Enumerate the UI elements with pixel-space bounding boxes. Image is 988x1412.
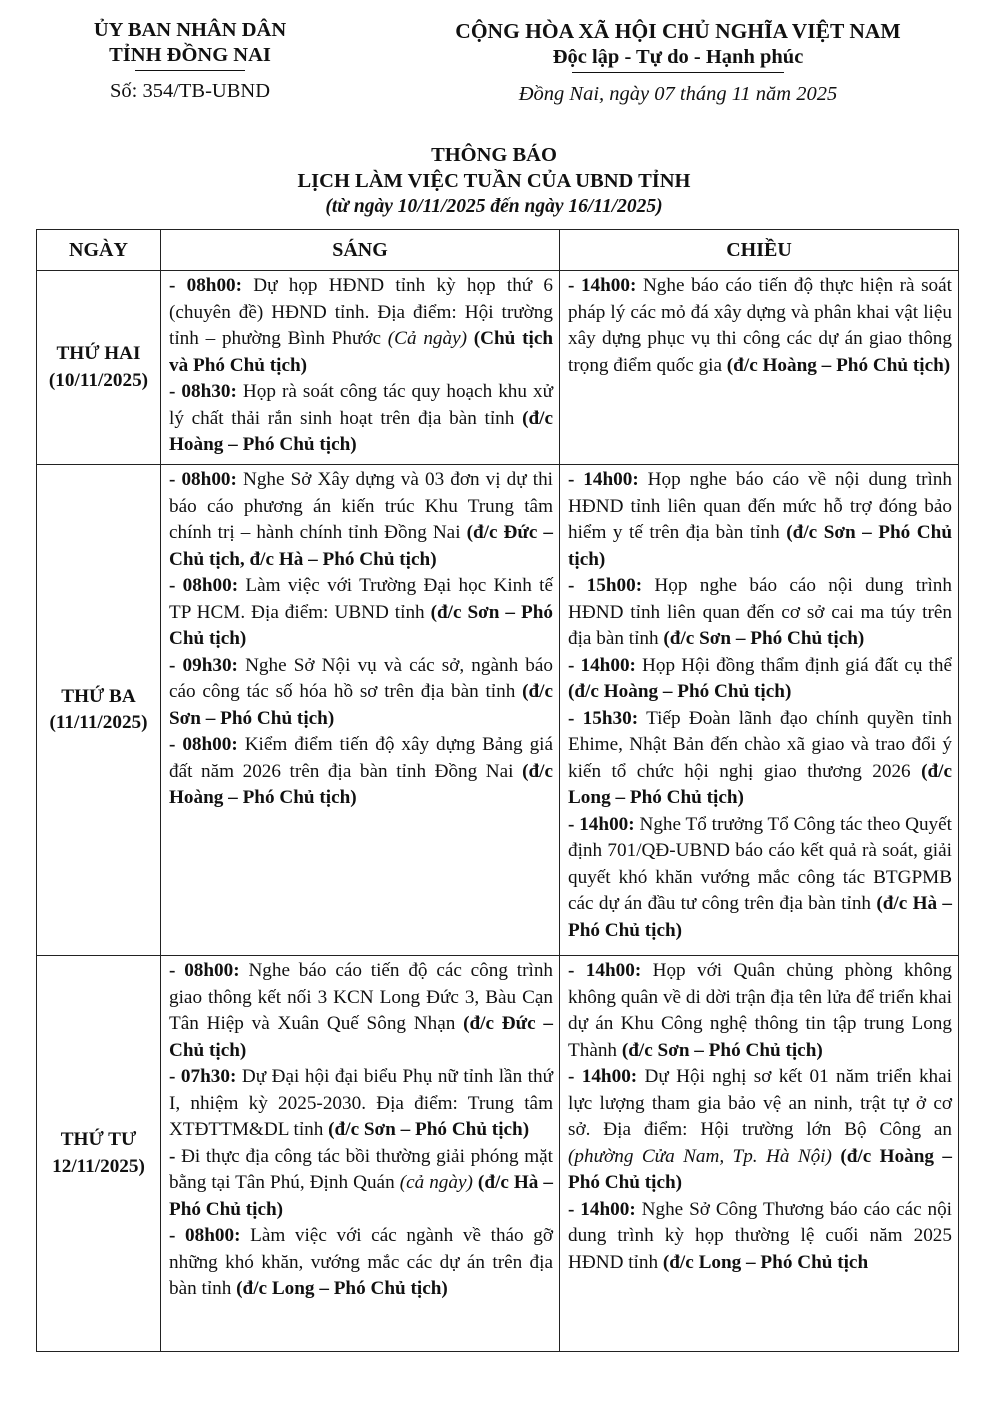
entry-time: - 14h00: [568, 960, 642, 981]
entry-attendee: (đ/c Sơn – Phó Chủ tịch) [169, 681, 553, 729]
schedule-entry [568, 573, 952, 653]
entry-attendee: (đ/c Đức – Chủ tịch, đ/c Hà – Phó Chủ tịch) [169, 522, 553, 570]
schedule-table [36, 229, 959, 1352]
schedule-entry [169, 732, 553, 812]
schedule-body [37, 271, 959, 1352]
header-day: NGÀY [37, 230, 161, 271]
document-type: THÔNG BÁO [431, 144, 557, 166]
document-number: Số: 354/TB-UBND [109, 80, 271, 102]
national-title: CỘNG HÒA XÃ HỘI CHỦ NGHĨA VIỆT NAM [455, 19, 901, 43]
schedule-entry [169, 379, 553, 459]
entry-time: - 08h00: [169, 734, 238, 755]
entry-text: Họp Hội đồng thẩm định giá đất cụ thể [635, 654, 952, 676]
entry-time: - 15h30: [568, 707, 639, 729]
entry-attendee: (đ/c Long – Phó Chủ tịch) [236, 1278, 448, 1299]
morning-cell [161, 271, 560, 465]
day-cell [37, 956, 161, 1352]
entry-attendee: (đ/c Hoàng – Phó Chủ tịch) [169, 407, 553, 455]
entry-note: (Cả ngày) [387, 328, 468, 349]
entry-attendee: (đ/c Hoàng – Phó Chủ tịch) [568, 681, 792, 702]
entry-text: Dự Hội nghị sơ kết 01 năm triển khai lực lượng tham gia bảo vệ an ninh, trật tự ở cơ sở. Địa điểm: Hội trường lớn Bộ Công an [568, 1066, 953, 1140]
entry-attendee: (đ/c Hà – Phó Chủ tịch) [169, 1172, 553, 1220]
entry-attendee: (Chủ tịch và Phó Chủ tịch) [169, 328, 554, 376]
entry-time: - 14h00: [568, 1066, 638, 1087]
entry-time: - 09h30: [169, 654, 238, 676]
weekday-name: THỨ BA [61, 685, 136, 707]
agency-name-line2: TỈNH ĐỒNG NAI [109, 44, 271, 66]
entry-text: Nghe báo cáo tiến độ các công trình giao thông kết nối 3 KCN Long Đức 3, Bàu Cạn Tân Hiệp và Xuân Quế Sông Nhạn [169, 960, 554, 1034]
schedule-entry [169, 1144, 553, 1224]
entry-text: Tiếp Đoàn lãnh đạo chính quyền tỉnh Ehime, Nhật Bản đến chào xã giao và trao đổi ý kiến tổ chức hội nghị giao thương 2026 [568, 707, 952, 782]
schedule-entry [169, 1064, 553, 1144]
weekday-date: (11/11/2025) [49, 712, 148, 733]
schedule-entry [169, 653, 553, 733]
entry-time: - 15h00: [568, 575, 643, 596]
schedule-entry [568, 812, 952, 945]
entry-attendee: (đ/c Hoàng – Phó Chủ tịch) [169, 760, 553, 808]
entry-attendee: (đ/c Sơn – Phó Chủ tịch) [663, 628, 865, 649]
schedule-entry [568, 1197, 952, 1277]
agency-underline [135, 70, 245, 71]
entry-text: Nghe Sở Nội vụ và các sở, ngành báo cáo công tác số hóa hồ sơ trên địa bàn tỉnh [169, 654, 554, 702]
issuing-agency-block [40, 18, 340, 104]
schedule-row [37, 271, 959, 465]
entry-time: - 08h00: [169, 575, 239, 596]
schedule-entry [169, 273, 553, 379]
entry-time: - 08h00: [169, 275, 243, 296]
schedule-entry [568, 706, 952, 812]
entry-note: (cả ngày) [399, 1172, 473, 1193]
day-cell [37, 271, 161, 465]
morning-cell [161, 956, 560, 1352]
entry-text: Họp với Quân chủng phòng không không quân về di dời trận địa tên lửa để triển khai dự án Khu Công nghệ thông tin tập trung Long Thành [568, 960, 953, 1061]
entry-time: - [169, 1145, 176, 1167]
schedule-entry [568, 958, 952, 1064]
weekday-name: THỨ TƯ [60, 1129, 137, 1150]
national-heading-block [378, 18, 978, 107]
entry-time: - 08h00: [169, 1225, 241, 1246]
agency-name-line1: ỦY BAN NHÂN DÂN [93, 19, 287, 41]
weekday-date: (10/11/2025) [48, 369, 149, 391]
entry-text: Họp rà soát công tác quy hoạch khu xử lý chất thải rắn sinh hoạt trên địa bàn tỉnh [169, 381, 554, 429]
document-title: LỊCH LÀM VIỆC TUẦN CỦA UBND TỈNH [297, 170, 691, 192]
entry-text: Kiểm điểm tiến độ xây dựng Bảng giá đất năm 2026 trên địa bàn tỉnh Đồng Nai [169, 734, 554, 782]
entry-text: Làm việc với các ngành về tháo gỡ những khó khăn, vướng mắc các dự án trên địa bàn tỉnh [169, 1225, 554, 1299]
entry-attendee: (đ/c Đức – Chủ tịch) [169, 1013, 554, 1061]
schedule-entry [568, 1064, 952, 1197]
afternoon-cell [560, 956, 959, 1352]
entry-attendee: (đ/c Sơn – Phó Chủ tịch) [621, 1039, 823, 1061]
entry-text: Làm việc với Trường Đại học Kinh tế TP HCM. Địa điểm: UBND tỉnh [169, 575, 553, 623]
entry-time: - 14h00: [568, 275, 637, 296]
entry-text: Đi thực địa công tác bồi thường giải phóng mặt bằng tại Tân Phú, Định Quán [169, 1145, 553, 1193]
schedule-entry [568, 653, 952, 706]
entry-text: Nghe Tổ trưởng Tổ Công tác theo Quyết định 701/QĐ-UBND báo cáo kết quả rà soát, giải quyết khó khăn vướng mắc công tác BTGPMB các dự án đầu tư công trên địa bàn tỉnh [568, 813, 953, 914]
motto-underline [572, 72, 784, 73]
entry-text: Dự họp HĐND tỉnh kỳ họp thứ 6 (chuyên đề) HĐND tỉnh. Địa điểm: Hội trường tỉnh – phường Bình Phước [169, 275, 553, 349]
document-period: (từ ngày 10/11/2025 đến ngày 16/11/2025) [325, 196, 663, 217]
entry-text: Họp nghe báo cáo về nội dung trình HĐND tỉnh liên quan đến mức hỗ trợ đóng bảo hiểm y tế trên địa bàn tỉnh [568, 469, 952, 543]
document-title-block [0, 142, 988, 220]
entry-time: - 14h00: [568, 813, 635, 835]
entry-text: Nghe báo cáo tiến độ thực hiện rà soát pháp lý các mỏ đá xây dựng và phân khai vật liệu xây dựng phục vụ thi công các dự án giao thông trọng điểm quốc gia [568, 275, 952, 376]
entry-time: - 08h00: [169, 469, 237, 490]
entry-text: Nghe Sở Xây dựng và 03 đơn vị dự thi báo cáo phương án kiến trúc Khu Trung tâm chính trị – hành chính tỉnh Đồng Nai [169, 469, 553, 543]
entry-attendee: (đ/c Hoàng – Phó Chủ tịch) [726, 354, 951, 376]
header-morning: SÁNG [161, 230, 560, 271]
weekday-name: THỨ HAI [56, 343, 141, 364]
entry-time: - 14h00: [568, 1198, 636, 1220]
national-motto: Độc lập - Tự do - Hạnh phúc [552, 46, 804, 68]
header-afternoon: CHIỀU [560, 230, 959, 271]
entry-attendee: (đ/c Sơn – Phó Chủ tịch) [328, 1119, 530, 1140]
entry-attendee: (đ/c Hoàng – Phó Chủ tịch) [568, 1145, 952, 1193]
schedule-entry [169, 467, 553, 573]
entry-time: - 08h30: [169, 381, 237, 402]
afternoon-cell [560, 465, 959, 956]
entry-time: - 07h30: [169, 1066, 237, 1087]
place-and-date: Đồng Nai, ngày 07 tháng 11 năm 2025 [518, 83, 838, 105]
schedule-header-row [37, 230, 959, 271]
entry-text: Nghe Sở Công Thương báo cáo các nội dung trình kỳ họp thường lệ cuối năm 2025 HĐND tỉnh [568, 1198, 952, 1273]
entry-attendee: (đ/c Long – Phó Chủ tịch) [568, 760, 952, 808]
entry-time: - 14h00: [568, 469, 639, 490]
day-cell [37, 465, 161, 956]
afternoon-cell [560, 271, 959, 465]
entry-note: (phường Cửa Nam, Tp. Hà Nội) [568, 1145, 832, 1167]
schedule-row [37, 465, 959, 956]
entry-text: Họp nghe báo cáo nội dung trình HĐND tỉnh liên quan đến cơ sở cai ma túy trên địa bàn tỉnh [568, 575, 952, 649]
schedule-entry [169, 958, 553, 1064]
morning-cell [161, 465, 560, 956]
entry-attendee: (đ/c Sơn – Phó Chủ tịch) [169, 601, 553, 649]
schedule-row [37, 956, 959, 1352]
schedule-entry [169, 1223, 553, 1303]
entry-time: - 08h00: [169, 960, 240, 981]
weekday-date: 12/11/2025) [52, 1155, 145, 1177]
entry-attendee: (đ/c Hà – Phó Chủ tịch) [568, 893, 952, 941]
entry-text: Dự Đại hội đại biểu Phụ nữ tỉnh lần thứ I, nhiệm kỳ 2025-2030. Địa điểm: Trung tâm XTĐTTM&DL tỉnh [169, 1066, 554, 1140]
schedule-entry [169, 573, 553, 653]
entry-time: - 14h00: [568, 654, 636, 676]
entry-attendee: (đ/c Long – Phó Chủ tịch [662, 1251, 869, 1273]
entry-attendee: (đ/c Sơn – Phó Chủ tịch) [568, 522, 952, 570]
schedule-entry [568, 467, 952, 573]
schedule-entry [568, 273, 952, 379]
